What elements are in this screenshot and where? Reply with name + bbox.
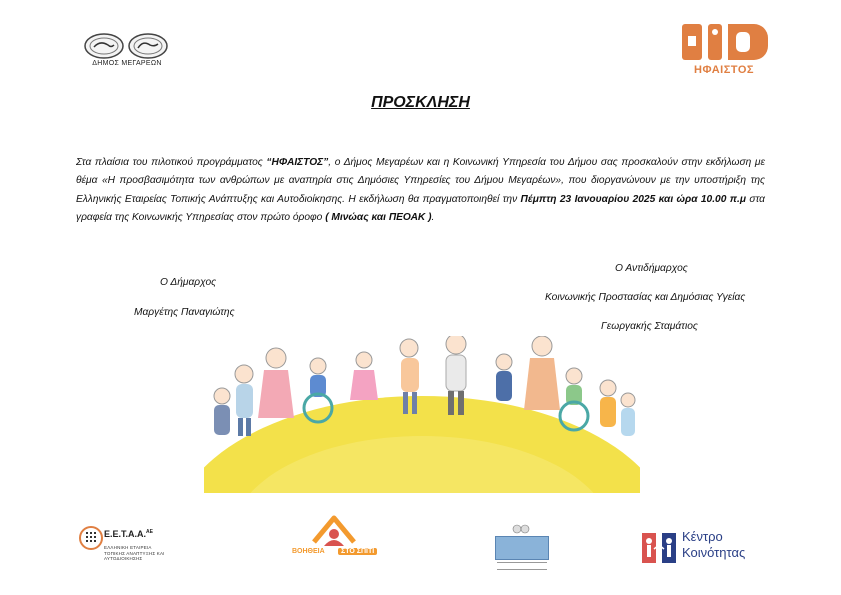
mayor-title: Ο Δήμαρχος xyxy=(160,277,217,288)
municipality-logo-caption: ΔΗΜΟΣ ΜΕΓΑΡΕΩΝ xyxy=(92,60,162,67)
deputy-mayor-role: Κοινωνικής Προστασίας και Δημόσιας Υγείας xyxy=(545,292,746,303)
deputy-mayor-name: Γεωργακής Σταμάτιος xyxy=(601,321,698,332)
program-name: “ΗΦΑΙΣΤΟΣ” xyxy=(266,157,329,168)
help-at-home-logo xyxy=(290,512,390,568)
service-panel xyxy=(495,536,549,560)
eetaa-acronym: Ε.Ε.Τ.Α.Α. xyxy=(104,529,147,539)
service-footer-lines xyxy=(497,562,547,570)
figure-1 xyxy=(214,388,230,435)
page-title: ΠΡΟΣΚΛΗΣΗ xyxy=(371,94,470,111)
municipal-service-logo xyxy=(491,520,551,570)
hfaistos-logo xyxy=(674,22,774,78)
eetaa-line-1: ΕΛΛΗΝΙΚΗ ΕΤΑΙΡΕΙΑ xyxy=(104,545,152,550)
invitation-body xyxy=(76,154,765,228)
eetaa-suffix: ΑΕ xyxy=(146,529,153,535)
eetaa-name xyxy=(104,529,153,539)
community-center-line-2: Κοινότητας xyxy=(682,545,746,560)
mayor-name: Μαργέτης Παναγιώτης xyxy=(134,307,235,318)
event-location: ( Μινώας και ΠΕΟΑΚ ) xyxy=(325,212,432,224)
eetaa-line-2: ΤΟΠΙΚΗΣ ΑΝΑΠΤΥΞΗΣ ΚΑΙ ΑΥΤΟΔΙΟΙΚΗΣΗΣ xyxy=(104,551,165,561)
municipality-logo xyxy=(78,30,176,72)
event-date: Πέμπτη 23 Ιανουαρίου 2025 και ώρα 10.00 π.μ xyxy=(520,193,746,205)
body-text-2: , ο Δήμος Μεγαρέων και η Κοινωνική Υπηρεσία του Δήμου σας προσκαλούν στην εκδήλωση με θέμα «Η προσβασιμότητα των ανθρώπων με αναπηρία στις Δημόσιες Υπηρεσίες του Δήμου Μεγαρέων», που διοργανώνουν με την υποστήριξη της Ελληνικής Εταιρείας Τοπικής Ανάπτυξης και Αυτοδιοίκησης. Η εκδήλωση θα πραγματοποιηθεί την xyxy=(76,157,765,205)
eetaa-logo xyxy=(78,515,194,565)
body-text-3: στα γραφεία της Κοινωνικής Υπηρεσίας στον πρώτο όροφο xyxy=(76,193,765,224)
help-at-home-word-1: ΒΟΗΘΕΙΑ xyxy=(292,548,325,555)
body-text-4: . xyxy=(431,212,435,224)
community-center-logo xyxy=(640,527,760,569)
body-text-1: Στα πλαίσια του πιλοτικού προγράμματος xyxy=(76,157,267,168)
hfaistos-logo-caption: ΗΦΑΙΣΤΟΣ xyxy=(694,64,754,76)
deputy-mayor-title: Ο Αντιδήμαρχος xyxy=(615,263,688,274)
help-at-home-word-2: ΣΤΟ ΣΠΙΤΙ xyxy=(338,548,377,555)
community-center-line-1: Κέντρο xyxy=(682,529,723,544)
inclusion-illustration xyxy=(204,336,640,493)
